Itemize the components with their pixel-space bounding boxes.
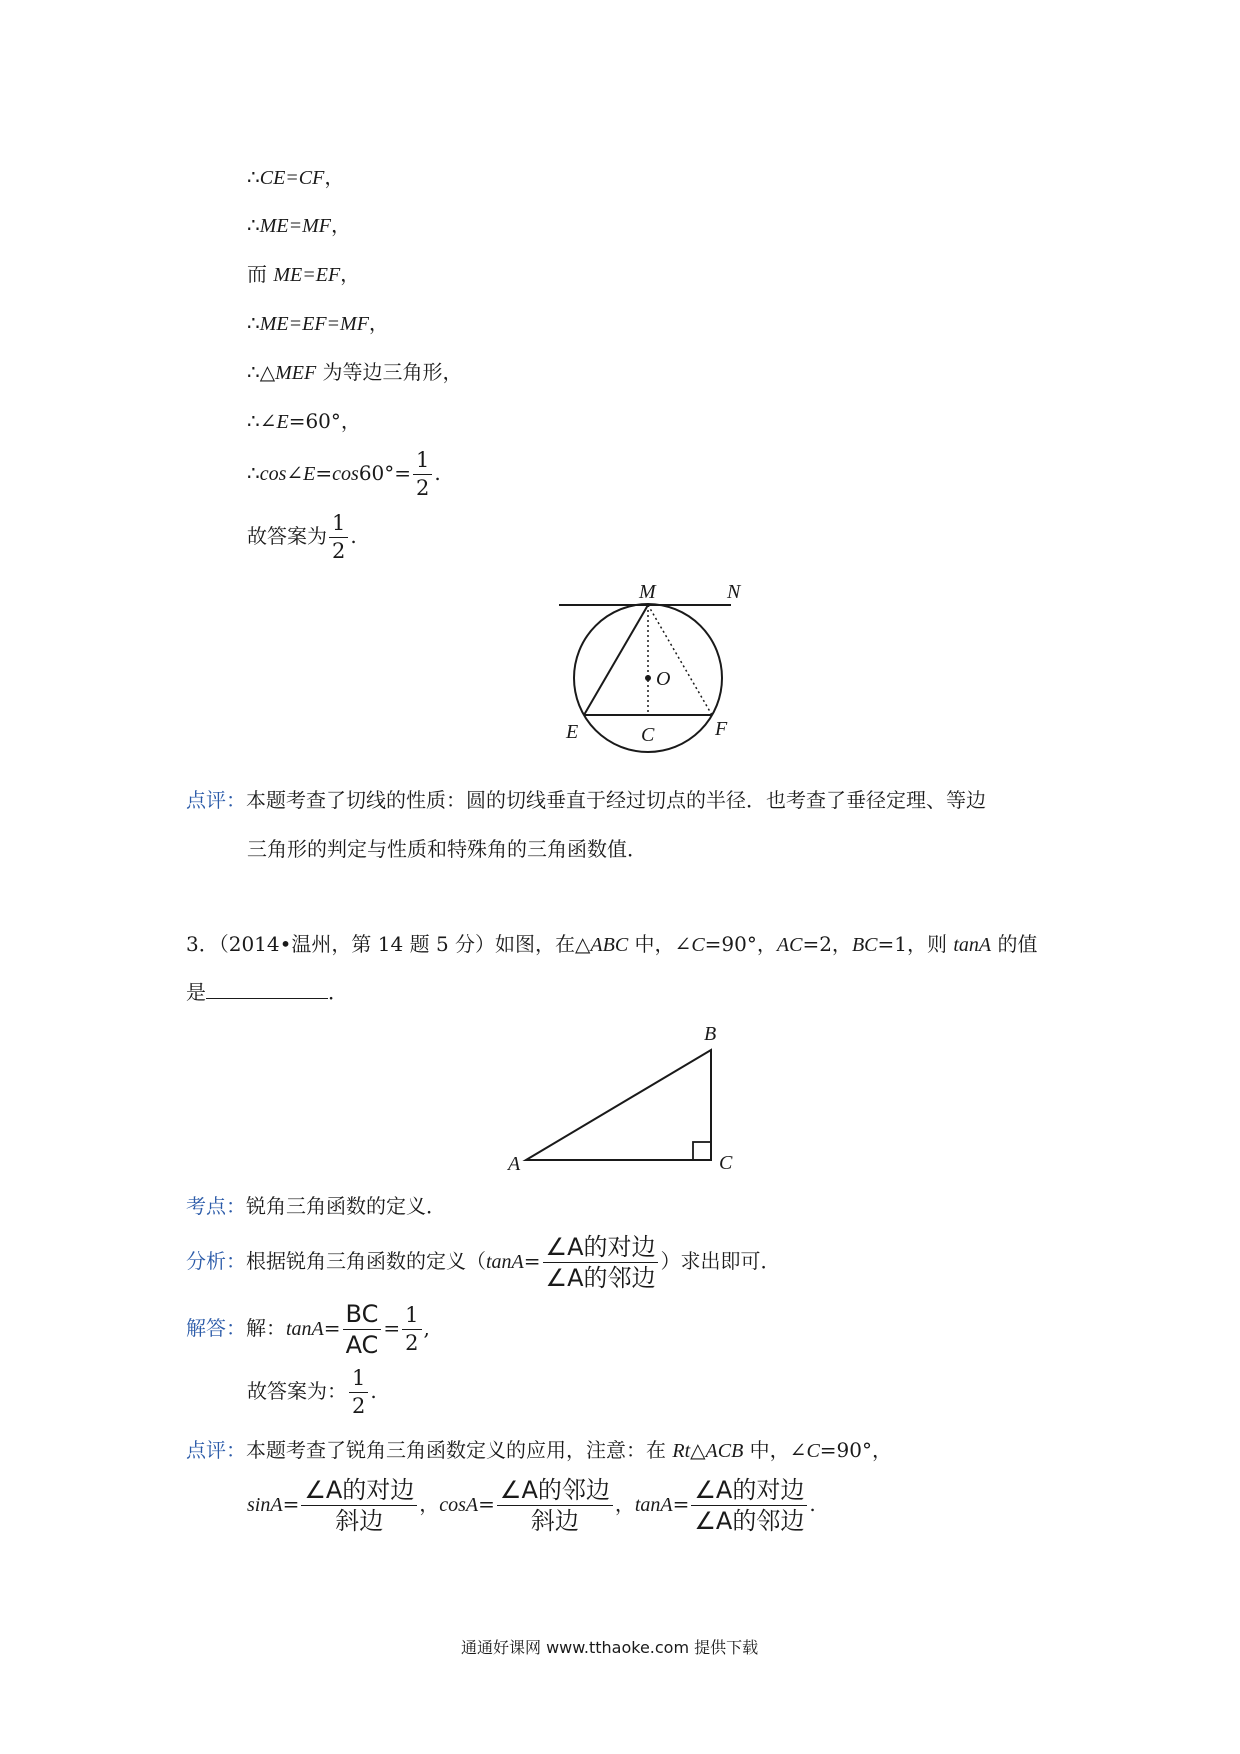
cos-line: ∴cos∠E=cos60°= $\frac{1}{2}$ .: [247, 448, 441, 500]
proof-line-1: ∴CE=CF，: [247, 165, 345, 189]
comment-2-line-2: sinA= $\frac{\text{∠A的对边}}{\text{斜边}}$ ，cosA= $\frac{\text{∠A的邻边}}{\text{斜边}}$ ，tanA= $\frac{\text{∠A的对边}}{\text{∠A的邻边}}$ .: [247, 1476, 816, 1535]
triangle-abc: [526, 1050, 711, 1160]
right-angle-mark: [693, 1142, 711, 1160]
fraction-tan-definition: $\frac{\text{∠A的对边}}{\text{∠A的邻边}}$: [691, 1478, 807, 1533]
label-c: C: [719, 1152, 733, 1174]
answer-line-2: 故答案为： $\frac{1}{2}$ .: [247, 1366, 377, 1418]
answer-blank: [206, 980, 328, 999]
segment-me: [584, 605, 648, 715]
fraction-one-half: $\frac{1}{2}$: [329, 513, 348, 562]
fraction-one-half: $\frac{1}{2}$: [413, 450, 432, 499]
jieda-line: 解答：解：tanA= $\frac{BC}{AC}$ = $\frac{1}{2}$ ,: [186, 1300, 430, 1359]
label-a: A: [508, 1153, 521, 1174]
fraction-sin-definition: $\frac{\text{∠A的对边}}{\text{斜边}}$: [301, 1478, 417, 1533]
fraction-cos-definition: $\frac{\text{∠A的邻边}}{\text{斜边}}$: [497, 1478, 613, 1533]
question-3-line-2: 是 ．: [186, 980, 348, 1004]
comment-label: 点评：: [186, 788, 246, 812]
proof-line-5: ∴△MEF 为等边三角形，: [247, 360, 463, 384]
fraction-opposite-over-adjacent: $\frac{\text{∠A的对边}}{\text{∠A的邻边}}$: [543, 1235, 659, 1290]
proof-line-2: ∴ME=MF，: [247, 213, 351, 237]
label-n: N: [727, 581, 741, 603]
comment-label: 点评：: [186, 1438, 246, 1462]
label-o: O: [656, 668, 671, 690]
fenxi-label: 分析：: [186, 1249, 246, 1273]
comment-2-line-1: 点评：本题考查了锐角三角函数定义的应用，注意：在 Rt△ACB 中，∠C=90°，: [186, 1438, 892, 1462]
label-f: F: [715, 718, 728, 740]
label-b: B: [704, 1023, 717, 1045]
center-point-o: [645, 675, 651, 681]
page-footer: 通通好课网 www.tthaoke.com 提供下载: [461, 1638, 759, 1657]
right-triangle-figure: [498, 1014, 748, 1174]
label-e: E: [566, 721, 579, 743]
kaodian-label: 考点：: [186, 1194, 246, 1218]
segment-mf-dotted: [648, 605, 712, 715]
jieda-label: 解答：: [186, 1316, 246, 1340]
proof-line-6: ∴∠E=60°，: [247, 409, 361, 433]
comment-1-line-2: 三角形的判定与性质和特殊角的三角函数值．: [247, 837, 647, 861]
circle-tangent-figure: [555, 578, 755, 758]
kaodian-line: 考点：锐角三角函数的定义．: [186, 1194, 446, 1218]
fraction-bc-over-ac: $\frac{BC}{AC}$: [343, 1302, 382, 1357]
fraction-one-half: $\frac{1}{2}$: [402, 1305, 421, 1354]
fraction-one-half: $\frac{1}{2}$: [349, 1368, 368, 1417]
question-3-line-1: 3．（2014•温州，第 14 题 5 分）如图，在△ABC 中，∠C=90°，AC=2，BC=1，则 tanA 的值: [186, 932, 1038, 956]
answer-line-1: 故答案为 $\frac{1}{2}$ .: [247, 511, 357, 563]
label-m: M: [639, 581, 656, 603]
label-c: C: [641, 724, 655, 746]
proof-line-4: ∴ME=EF=MF，: [247, 311, 389, 335]
proof-line-3: 而 ME=EF，: [247, 262, 361, 286]
fenxi-line: 分析：根据锐角三角函数的定义（tanA= $\frac{\text{∠A的对边}}{\text{∠A的邻边}}$ ）求出即可．: [186, 1233, 781, 1292]
comment-1-line-1: 点评：本题考查了切线的性质：圆的切线垂直于经过切点的半径．也考查了垂径定理、等边: [186, 788, 986, 812]
